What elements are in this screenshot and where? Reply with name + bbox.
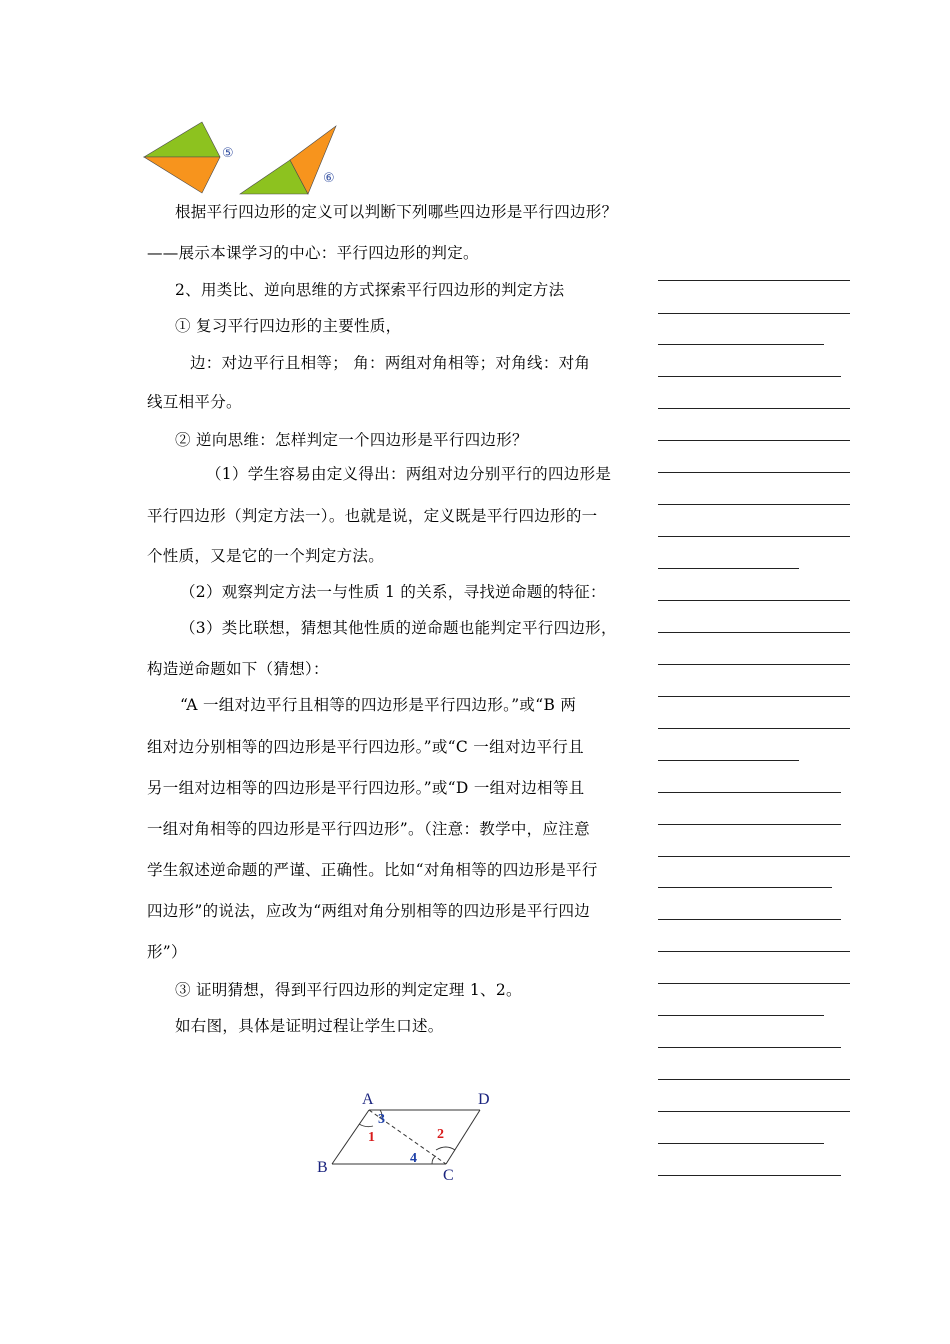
note-line <box>658 1079 850 1080</box>
paragraph-line: 平行四边形（判定方法一）。也就是说，定义既是平行四边形的一 <box>147 507 598 525</box>
paragraph-line: ① 复习平行四边形的主要性质， <box>175 317 402 335</box>
side-AB <box>332 1110 369 1164</box>
note-line <box>658 536 850 537</box>
shape6-label: ⑥ <box>323 171 335 186</box>
note-line <box>658 728 850 729</box>
note-line <box>658 951 850 952</box>
paragraph-line: 个性质，又是它的一个判定方法。 <box>147 547 385 565</box>
angle-1-label: 1 <box>368 1130 375 1145</box>
note-line <box>658 313 850 314</box>
note-line <box>658 1111 850 1112</box>
paragraph-line: 2、用类比、逆向思维的方式探索平行四边形的判定方法 <box>175 281 565 299</box>
vertex-C-label: C <box>443 1167 454 1184</box>
angle-3-label: 3 <box>378 1112 385 1127</box>
note-line <box>658 1175 841 1176</box>
note-line <box>658 280 850 281</box>
paragraph-line: （3）类比联想，猜想其他性质的逆命题也能判定平行四边形， <box>180 619 617 637</box>
note-line <box>658 408 850 409</box>
note-line <box>658 376 841 377</box>
note-line <box>658 856 850 857</box>
note-line <box>658 760 799 761</box>
note-line <box>658 568 799 569</box>
note-line <box>658 1143 824 1144</box>
note-line <box>658 600 850 601</box>
paragraph-line: 形”） <box>147 943 187 961</box>
note-line <box>658 983 850 984</box>
paragraph-line: 组对边分别相等的四边形是平行四边形。”或“C 一组对边平行且 <box>147 738 584 756</box>
vertex-B-label: B <box>317 1159 328 1176</box>
note-line <box>658 792 841 793</box>
angle-2-label: 2 <box>437 1127 444 1142</box>
note-line <box>658 632 850 633</box>
note-line <box>658 919 841 920</box>
paragraph-line: 另一组对边相等的四边形是平行四边形。”或“D 一组对边相等且 <box>147 779 585 797</box>
parallelogram-figure <box>312 1086 502 1186</box>
shape5-label: ⑤ <box>222 146 234 161</box>
paragraph-line: 如右图，具体是证明过程让学生口述。 <box>175 1017 444 1035</box>
note-line <box>658 472 850 473</box>
angle-arc-1 <box>359 1124 373 1127</box>
shape5-top-green <box>144 122 220 157</box>
note-line <box>658 824 841 825</box>
vertex-D-label: D <box>478 1091 490 1108</box>
note-line <box>658 1015 824 1016</box>
vertex-A-label: A <box>362 1091 374 1108</box>
side-DC <box>446 1110 480 1164</box>
paragraph-line: 线互相平分。 <box>147 393 242 411</box>
paragraph-line: 四边形”的说法，应改为“两组对角分别相等的四边形是平行四边 <box>147 902 591 920</box>
paragraph-line: ③ 证明猜想，得到平行四边形的判定定理 1、2。 <box>175 981 522 999</box>
paragraph-line: ——展示本课学习的中心：平行四边形的判定。 <box>147 244 479 262</box>
paragraph-line: 一组对角相等的四边形是平行四边形”。（注意：教学中，应注意 <box>147 820 590 838</box>
angle-arc-2 <box>436 1147 455 1150</box>
paragraph-line: 构造逆命题如下（猜想）： <box>147 660 329 678</box>
triangles-figure <box>140 118 350 198</box>
note-line <box>658 696 850 697</box>
note-line <box>658 440 850 441</box>
paragraph-line: 学生叙述逆命题的严谨、正确性。比如“对角相等的四边形是平行 <box>147 861 598 879</box>
note-line <box>658 344 824 345</box>
note-line <box>658 664 850 665</box>
note-line <box>658 504 850 505</box>
note-line <box>658 887 832 888</box>
shape5-bottom-orange <box>144 157 220 193</box>
note-line <box>658 1047 841 1048</box>
angle-arc-4 <box>432 1156 436 1164</box>
paragraph-line: （2）观察判定方法一与性质 1 的关系，寻找逆命题的特征： <box>180 583 606 601</box>
paragraph-line: （1）学生容易由定义得出：两组对边分别平行的四边形是 <box>206 465 612 483</box>
paragraph-line: “A 一组对边平行且相等的四边形是平行四边形。”或“B 两 <box>180 696 577 714</box>
paragraph-line: 边：对边平行且相等； 角：两组对角相等；对角线：对角 <box>190 354 591 372</box>
angle-4-label: 4 <box>410 1151 417 1166</box>
paragraph-line: 根据平行四边形的定义可以判断下列哪些四边形是平行四边形？ <box>175 203 618 221</box>
paragraph-line: ② 逆向思维：怎样判定一个四边形是平行四边形？ <box>175 431 528 449</box>
